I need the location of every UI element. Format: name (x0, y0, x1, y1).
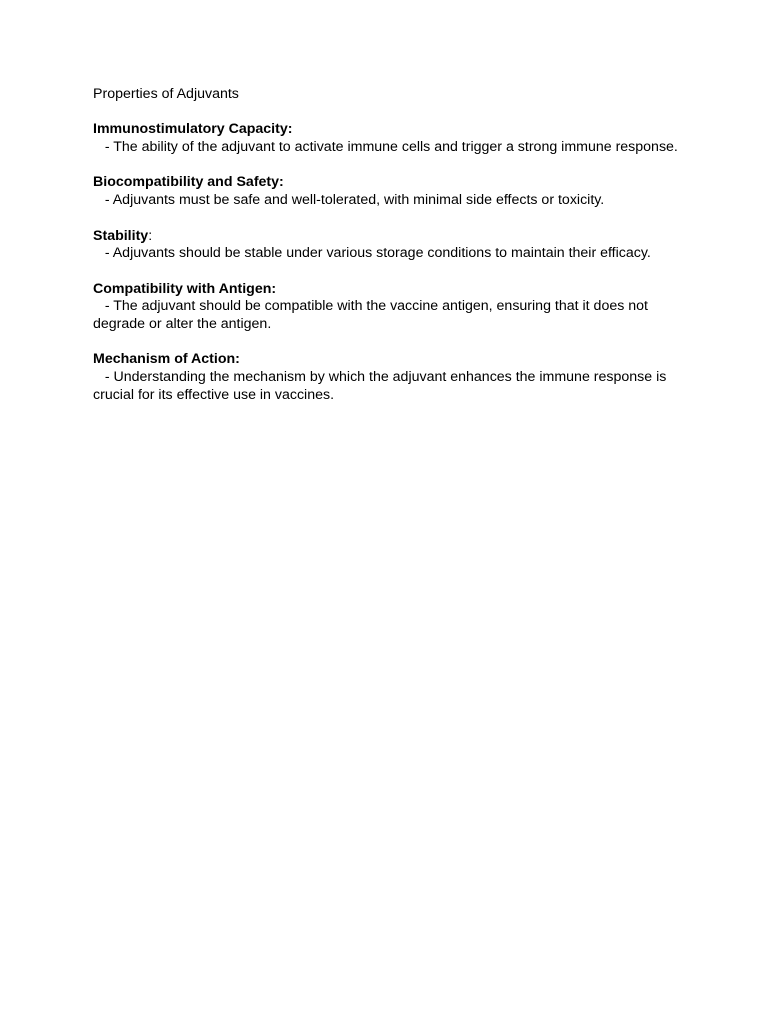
document-page (93, 86, 678, 422)
section-heading-line (93, 281, 678, 299)
section-compatibility-antigen (93, 281, 678, 334)
section-heading: Stability (93, 227, 149, 244)
section-body: - Adjuvants must be safe and well-tolerated, with minimal side effects or toxicity. (93, 192, 605, 209)
section-heading-line (93, 121, 678, 139)
section-body: - The adjuvant should be compatible with the vaccine antigen, ensuring that it does not degrade or alter the antigen. (93, 298, 652, 333)
section-heading-suffix: : (148, 227, 153, 244)
section-mechanism-of-action (93, 351, 678, 404)
section-heading-line (93, 228, 678, 246)
section-biocompatibility-safety (93, 174, 678, 209)
section-immunostimulatory-capacity (93, 121, 678, 156)
section-body: - The ability of the adjuvant to activate immune cells and trigger a strong immune response. (93, 139, 678, 156)
section-heading: Compatibility with Antigen: (93, 280, 277, 297)
section-heading: Mechanism of Action: (93, 351, 240, 368)
section-body: - Understanding the mechanism by which the adjuvant enhances the immune response is crucial for its effective use in vaccines. (93, 369, 671, 403)
section-heading: Immunostimulatory Capacity: (93, 121, 293, 138)
document-title: Properties of Adjuvants (93, 86, 239, 102)
section-heading: Biocompatibility and Safety: (93, 174, 284, 191)
section-body: - Adjuvants should be stable under various storage conditions to maintain their efficacy. (93, 245, 651, 262)
section-heading-line (93, 174, 678, 192)
section-stability (93, 228, 678, 263)
section-heading-line (93, 351, 678, 369)
